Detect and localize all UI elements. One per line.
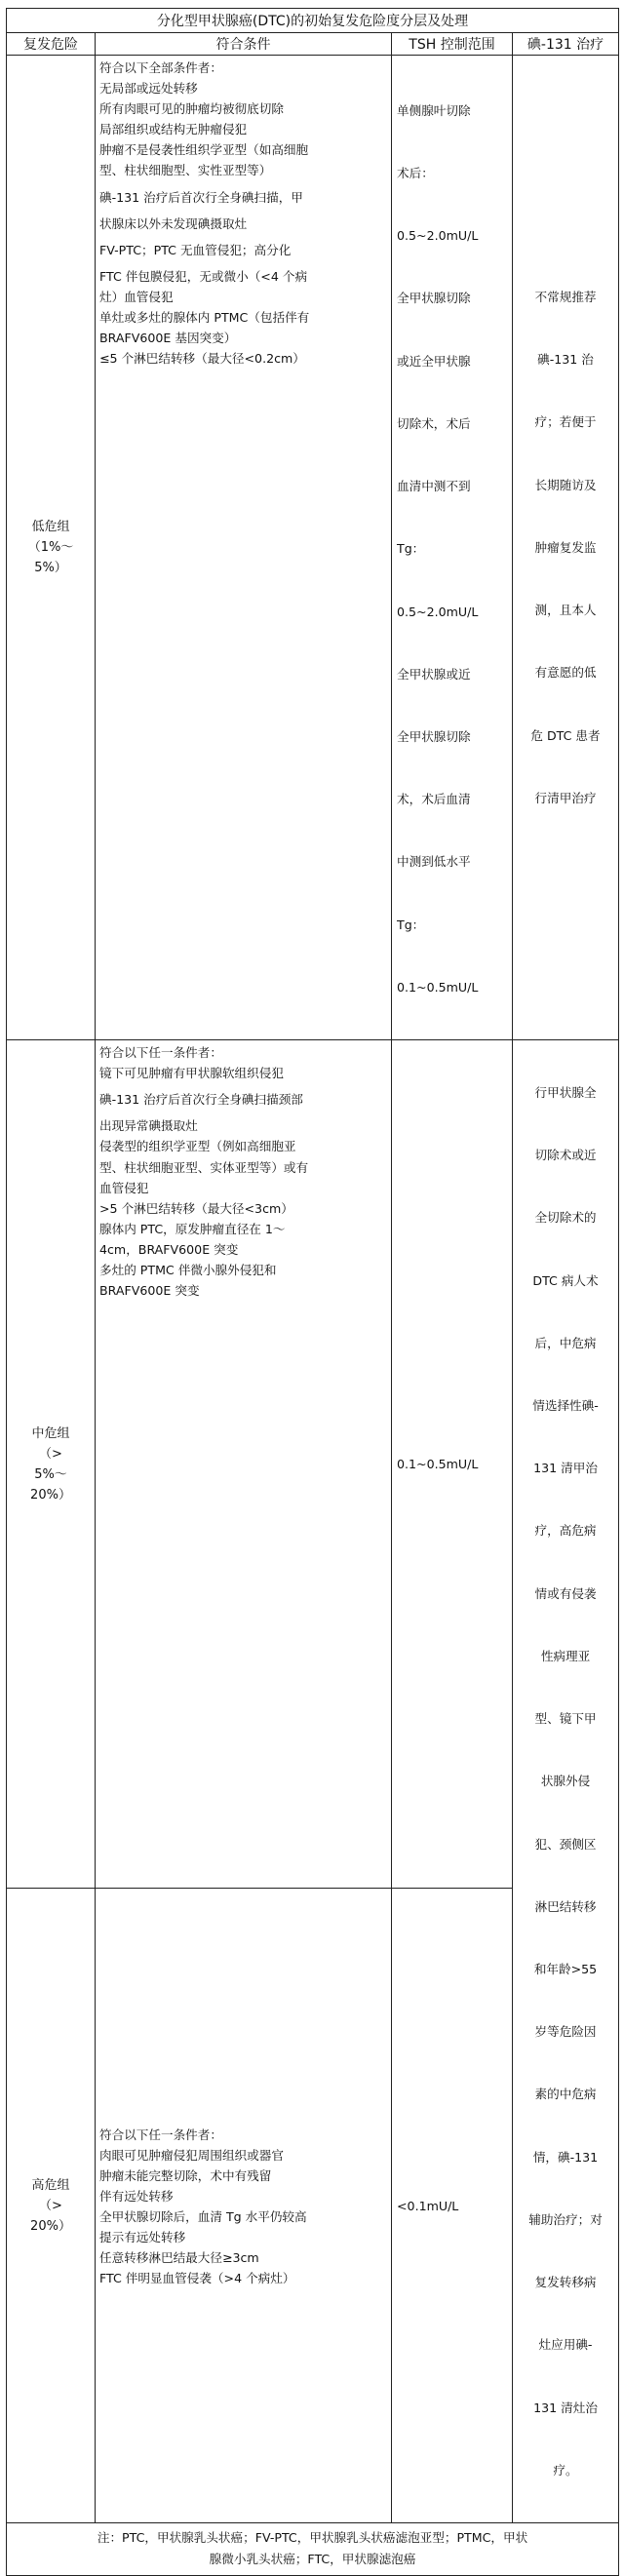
condition-line: 提示有远处转移 xyxy=(99,2230,186,2245)
risk-label-line: 20%） xyxy=(30,2218,71,2234)
tsh-line: Tg： xyxy=(397,541,425,557)
tsh-line: 全甲状腺或近 xyxy=(397,666,471,682)
condition-line: 多灶的 PTMC 伴微小腺外侵犯和 xyxy=(99,1263,277,1278)
iodine-line: 犯、颈侧区 xyxy=(534,1836,597,1852)
tsh-line: 切除术，术后 xyxy=(397,415,471,431)
iodine-line: 疗，高危病 xyxy=(534,1523,597,1539)
condition-line: 任意转移淋巴结最大径≥3cm xyxy=(99,2250,259,2266)
iodine-line: 淋巴结转移 xyxy=(534,1898,597,1914)
iodine-line: DTC 病人术 xyxy=(532,1272,599,1288)
condition-line: BRAFV600E 基因突变） xyxy=(99,331,237,346)
risk-label-line: 5%～ xyxy=(34,1466,67,1482)
condition-line: 伴有远处转移 xyxy=(99,2189,174,2205)
risk-label-line: （> xyxy=(39,1446,62,1462)
table-row-mid-risk xyxy=(7,1040,619,1889)
iodine-line: 有意愿的低 xyxy=(534,665,597,681)
condition-line: 4cm，BRAFV600E 突变 xyxy=(99,1241,239,1257)
risk-table-sheet xyxy=(6,8,618,2567)
condition-line: 所有肉眼可见的肿瘤均被彻底切除 xyxy=(99,101,284,117)
iodine-line: 行甲状腺全 xyxy=(534,1084,597,1100)
table-title: 分化型甲状腺癌(DTC)的初始复发危险度分层及处理 xyxy=(7,9,619,33)
tsh-line: 单侧腺叶切除 xyxy=(397,102,471,118)
tsh-line: 血清中测不到 xyxy=(397,479,471,494)
condition-line: BRAFV600E 突变 xyxy=(99,1283,200,1299)
iodine-line: 行清甲治疗 xyxy=(534,790,597,805)
iodine-line: 状腺外侵 xyxy=(540,1774,591,1789)
iodine-cell-mid-high xyxy=(513,1040,619,2523)
condition-line: 侵袭型的组织学亚型（例如高细胞亚 xyxy=(99,1139,296,1154)
tsh-line: 全甲状腺切除 xyxy=(397,729,471,744)
risk-label-line: 5%） xyxy=(34,561,67,576)
header-conditions: 符合条件 xyxy=(96,33,392,56)
iodine-line: 型、镜下甲 xyxy=(534,1711,597,1727)
condition-line: 血管侵犯 xyxy=(99,1180,149,1195)
condition-line: 腺体内 PTC，原发肿瘤直径在 1～ xyxy=(99,1221,286,1236)
condition-line: 单灶或多灶的腺体内 PTMC（包括伴有 xyxy=(99,310,310,326)
footnote-line: 腺微小乳头状癌；FTC，甲状腺滤泡癌 xyxy=(209,2552,416,2567)
iodine-line: 情或有侵袭 xyxy=(534,1585,597,1601)
iodine-line: 131 清甲治 xyxy=(533,1461,598,1476)
condition-line: FTC 伴包膜侵犯，无或微小（<4 个病 xyxy=(99,268,308,284)
risk-label-line: （1%～ xyxy=(27,540,74,556)
condition-line: ≤5 个淋巴结转移（最大径<0.2cm） xyxy=(99,351,305,367)
tsh-cell-high: <0.1mU/L xyxy=(392,1889,513,2522)
tsh-cell-mid: 0.1~0.5mU/L xyxy=(392,1040,513,1889)
conditions-cell-high xyxy=(96,1889,392,2522)
condition-line: 符合以下任一条件者： xyxy=(99,2127,222,2142)
iodine-line: 131 清灶治 xyxy=(533,2400,598,2415)
iodine-line: 全切除术的 xyxy=(534,1210,597,1226)
iodine-line: 测，且本人 xyxy=(534,603,597,618)
conditions-cell-mid xyxy=(96,1040,392,1889)
iodine-line: 灶应用碘- xyxy=(538,2337,593,2353)
condition-line: >5 个淋巴结转移（最大径<3cm） xyxy=(99,1200,293,1216)
condition-line: 灶）血管侵犯 xyxy=(99,289,174,304)
tsh-line: 全甲状腺切除 xyxy=(397,291,471,306)
condition-line: 碘-131 治疗后首次行全身碘扫描，甲 xyxy=(99,189,303,205)
tsh-line: 0.1~0.5mU/L xyxy=(397,979,479,995)
risk-label-line: 高危组 xyxy=(31,2177,70,2193)
condition-line: 符合以下任一条件者： xyxy=(99,1045,222,1061)
condition-line: 碘-131 治疗后首次行全身碘扫描颈部 xyxy=(99,1092,303,1108)
condition-line: 符合以下全部条件者： xyxy=(99,60,222,75)
condition-line: 型、柱状细胞型、实性亚型等） xyxy=(99,163,272,178)
risk-cell-low xyxy=(7,56,96,1040)
iodine-line: 情选择性碘- xyxy=(532,1398,599,1413)
condition-line: 出现异常碘摄取灶 xyxy=(99,1118,198,1134)
header-risk: 复发危险 xyxy=(7,33,96,56)
condition-line: 肿瘤不是侵袭性组织学亚型（如高细胞 xyxy=(99,142,309,158)
condition-line: 无局部或远处转移 xyxy=(99,81,198,97)
iodine-line: 性病理亚 xyxy=(540,1648,591,1663)
header-tsh: TSH 控制范围 xyxy=(392,33,513,56)
condition-line: 肿瘤未能完整切除，术中有残留 xyxy=(99,2168,272,2183)
iodine-line: 疗；若便于 xyxy=(534,414,597,430)
risk-cell-high xyxy=(7,1889,96,2522)
iodine-line: 和年龄>55 xyxy=(533,1961,598,1976)
iodine-line: 长期随访及 xyxy=(534,477,597,492)
tsh-line: 或近全甲状腺 xyxy=(397,353,471,369)
iodine-line: 岁等危险因 xyxy=(534,2024,597,2040)
iodine-line: 素的中危病 xyxy=(534,2087,597,2102)
table-footnote xyxy=(7,2522,619,2575)
iodine-line: 后，中危病 xyxy=(534,1335,597,1350)
iodine-line: 复发转移病 xyxy=(534,2275,597,2290)
condition-line: 肉眼可见肿瘤侵犯周围组织或器官 xyxy=(99,2147,284,2163)
table-row-low-risk xyxy=(7,56,619,1040)
tsh-line: 0.5~2.0mU/L xyxy=(397,228,479,244)
tsh-cell-low xyxy=(392,56,513,1040)
condition-line: 镜下可见肿瘤有甲状腺软组织侵犯 xyxy=(99,1066,284,1081)
risk-label-line: 低危组 xyxy=(31,520,70,535)
iodine-line: 碘-131 治 xyxy=(537,352,594,368)
risk-label-line: 中危组 xyxy=(31,1425,70,1441)
condition-line: 型、柱状细胞亚型、实体亚型等）或有 xyxy=(99,1159,309,1175)
iodine-line: 不常规推荐 xyxy=(534,289,597,304)
tsh-line: 术后： xyxy=(397,166,434,181)
condition-line: 状腺床以外未发现碘摄取灶 xyxy=(99,215,248,231)
iodine-line: 辅助治疗；对 xyxy=(528,2211,603,2227)
condition-line: 局部组织或结构无肿瘤侵犯 xyxy=(99,122,248,137)
iodine-line: 肿瘤复发监 xyxy=(534,539,597,555)
footnote-line: 注：PTC，甲状腺乳头状癌；FV-PTC，甲状腺乳头状癌滤泡亚型；PTMC，甲状 xyxy=(97,2530,528,2546)
condition-line: FTC 伴明显血管侵袭（>4 个病灶） xyxy=(99,2271,295,2286)
tsh-line: 术，术后血清 xyxy=(397,792,471,807)
iodine-line: 情，碘-131 xyxy=(532,2149,599,2165)
iodine-cell-low xyxy=(513,56,619,1040)
risk-label-line: 20%） xyxy=(30,1487,71,1503)
header-iodine: 碘-131 治疗 xyxy=(513,33,619,56)
condition-line: 全甲状腺切除后，血清 Tg 水平仍较高 xyxy=(99,2209,307,2225)
iodine-line: 切除术或近 xyxy=(534,1148,597,1163)
iodine-line: 危 DTC 患者 xyxy=(530,727,601,743)
risk-label-line: （> xyxy=(39,2198,62,2213)
conditions-cell-low xyxy=(96,56,392,1040)
risk-cell-mid xyxy=(7,1040,96,1889)
iodine-line: 疗。 xyxy=(553,2462,578,2478)
tsh-line: Tg： xyxy=(397,917,425,932)
condition-line: FV-PTC；PTC 无血管侵犯；高分化 xyxy=(99,242,292,257)
tsh-line: 0.5~2.0mU/L xyxy=(397,604,479,619)
tsh-line: 中测到低水平 xyxy=(397,854,471,870)
risk-stratification-table xyxy=(6,8,619,2576)
